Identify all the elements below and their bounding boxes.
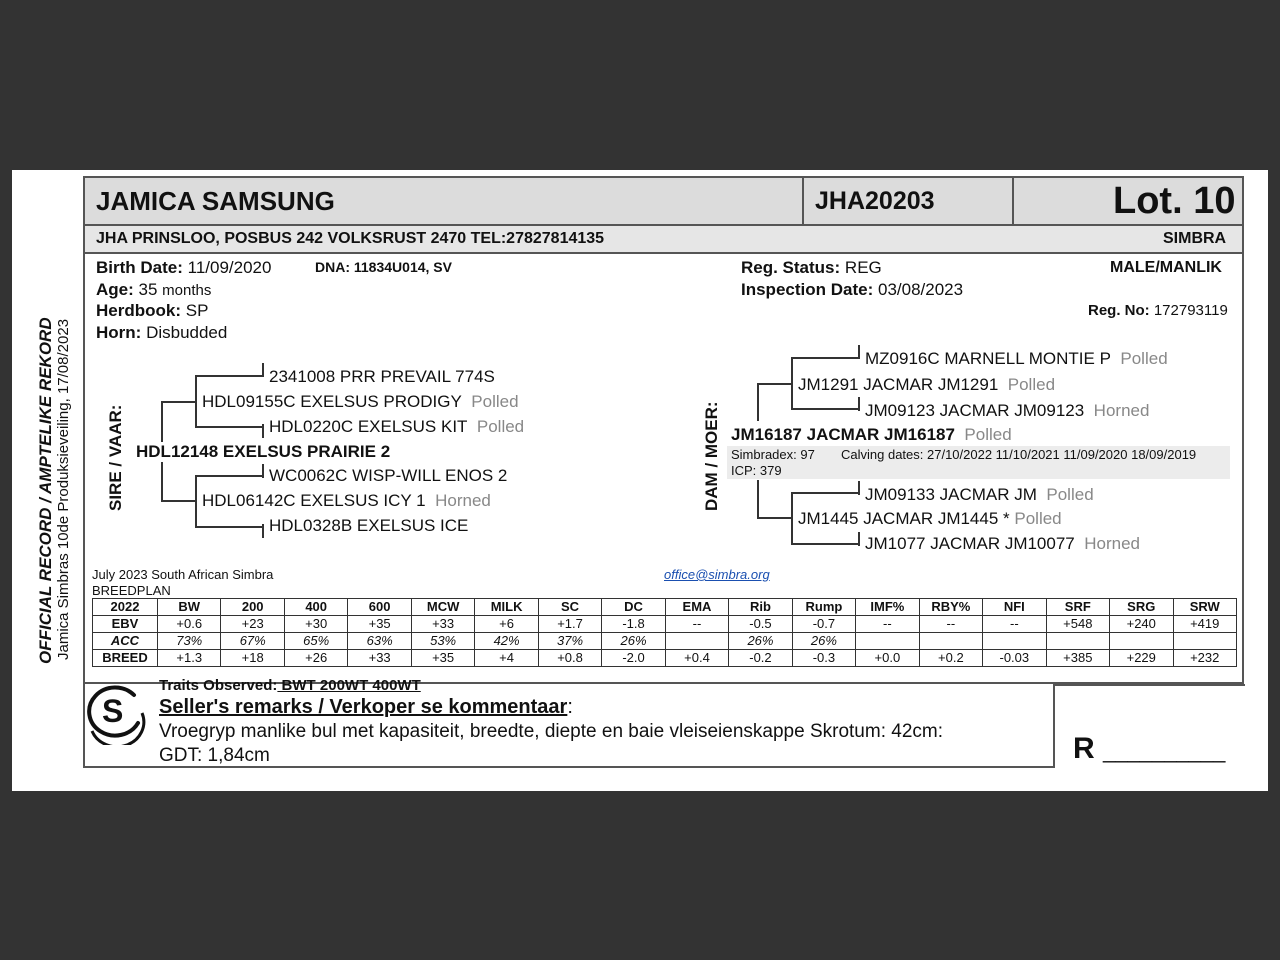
ebv-cell: 67% <box>221 633 284 650</box>
owner-info: JHA PRINSLOO, POSBUS 242 VOLKSRUST 2470 TEL:27827814135 <box>96 230 605 247</box>
inspection-date: Inspection Date: 03/08/2023 <box>741 280 964 299</box>
dam-label: DAM / MOER: <box>702 401 721 511</box>
ebv-cell <box>983 633 1046 650</box>
ebv-cell: +4 <box>475 650 538 667</box>
ebv-cell: DC <box>602 599 665 616</box>
ebv-cell: +23 <box>221 616 284 633</box>
ebv-cell: +385 <box>1046 650 1109 667</box>
ebv-header-row <box>93 599 1237 616</box>
ebv-cell: +35 <box>411 650 474 667</box>
official-record-label: OFFICIAL RECORD / AMPTELIKE REKORD <box>36 317 55 664</box>
ebv-row-label: EBV <box>93 616 158 633</box>
ebv-cell: 37% <box>538 633 601 650</box>
ebv-cell <box>665 633 728 650</box>
ebv-cell: +232 <box>1173 650 1237 667</box>
ebv-cell: Rib <box>729 599 792 616</box>
ebv-cell: 53% <box>411 633 474 650</box>
ebv-cell: +240 <box>1110 616 1173 633</box>
dam-granddam-dam: JM1077 JACMAR JM10077 Horned <box>865 534 1140 553</box>
ebv-row <box>93 616 1237 633</box>
ebv-cell: +33 <box>348 650 411 667</box>
breedplan-label: BREEDPLAN <box>92 583 171 598</box>
ebv-cell: MCW <box>411 599 474 616</box>
ebv-row-label: 2022 <box>93 599 158 616</box>
seller-remarks-heading: Seller's remarks / Verkoper se kommentaar: <box>159 696 573 718</box>
ebv-cell: Rump <box>792 599 855 616</box>
logo-letter: S <box>102 693 124 729</box>
ebv-cell <box>919 633 982 650</box>
ebv-cell: +0.0 <box>856 650 919 667</box>
ebv-cell: +18 <box>221 650 284 667</box>
ebv-cell: 26% <box>792 633 855 650</box>
ebv-cell: SC <box>538 599 601 616</box>
ebv-cell: +0.4 <box>665 650 728 667</box>
traits-observed: Traits Observed: BWT 200WT 400WT <box>159 677 421 694</box>
ebv-cell: BW <box>158 599 221 616</box>
ebv-cell: +6 <box>475 616 538 633</box>
ebv-cell: 600 <box>348 599 411 616</box>
sire-grandsire-dam: HDL0220C EXELSUS KIT Polled <box>269 417 525 436</box>
ebv-cell <box>856 633 919 650</box>
ebv-cell: -0.5 <box>729 616 792 633</box>
ebv-cell <box>1173 633 1237 650</box>
ebv-cell: -2.0 <box>602 650 665 667</box>
sire-grandsire: HDL09155C EXELSUS PRODIGY Polled <box>202 392 519 411</box>
ebv-cell: +30 <box>284 616 347 633</box>
dam-grandsire: JM1291 JACMAR JM1291 Polled <box>798 375 1056 394</box>
ebv-cell: SRG <box>1110 599 1173 616</box>
ebv-cell: +419 <box>1173 616 1237 633</box>
ebv-cell: EMA <box>665 599 728 616</box>
herdbook: Herdbook: SP <box>96 301 209 320</box>
breedplan-title: July 2023 South African Simbra <box>92 567 274 582</box>
sire-granddam-dam: HDL0328B EXELSUS ICE <box>269 516 469 535</box>
ebv-cell: -1.8 <box>602 616 665 633</box>
ebv-cell: -0.7 <box>792 616 855 633</box>
ebv-cell: 26% <box>729 633 792 650</box>
ebv-cell: IMF% <box>856 599 919 616</box>
sire-granddam-sire: WC0062C WISP-WILL ENOS 2 <box>269 466 508 485</box>
ebv-row-label: BREED <box>93 650 158 667</box>
ebv-cell: -0.03 <box>983 650 1046 667</box>
dam-grandsire-sire: MZ0916C MARNELL MONTIE P Polled <box>865 349 1168 368</box>
age: Age: 35 months <box>96 280 212 299</box>
dam-granddam: JM1445 JACMAR JM1445 * Polled <box>798 509 1062 528</box>
icp: ICP: 379 <box>731 463 782 478</box>
ebv-cell: RBY% <box>919 599 982 616</box>
ebv-cell: +26 <box>284 650 347 667</box>
ebv-cell: -- <box>665 616 728 633</box>
ebv-cell: SRF <box>1046 599 1109 616</box>
dam-name: JM16187 JACMAR JM16187 Polled <box>731 425 1012 444</box>
price-field[interactable]: R __________ <box>1073 732 1226 765</box>
animal-name: JAMICA SAMSUNG <box>96 186 335 216</box>
ebv-cell: 73% <box>158 633 221 650</box>
email-link[interactable]: office@simbra.org <box>664 567 770 582</box>
remarks-line-1: Vroegryp manlike bul met kapasiteit, breedte, diepte en baie vleiseienskappe Skrotum: 42cm: <box>159 721 944 742</box>
ebv-row-label: ACC <box>93 633 158 650</box>
breed-name: SIMBRA <box>1163 230 1227 247</box>
ebv-cell: -0.3 <box>792 650 855 667</box>
remarks-line-2: GDT: 1,84cm <box>159 745 270 766</box>
birth-date: Birth Date: 11/09/2020 <box>96 258 272 277</box>
ebv-cell: +548 <box>1046 616 1109 633</box>
ebv-cell: 63% <box>348 633 411 650</box>
ebv-cell: +35 <box>348 616 411 633</box>
sire-grandsire-sire: 2341008 PRR PREVAIL 774S <box>269 367 495 386</box>
ebv-cell <box>1110 633 1173 650</box>
animal-code: JHA20203 <box>815 187 935 215</box>
ebv-cell: +1.3 <box>158 650 221 667</box>
dam-granddam-sire: JM09133 JACMAR JM Polled <box>865 485 1094 504</box>
calving-dates: Calving dates: 27/10/2022 11/10/2021 11/09/2020 18/09/2019 <box>841 447 1197 462</box>
ebv-cell: +0.2 <box>919 650 982 667</box>
dna-info: DNA: 11834U014, SV <box>315 259 452 275</box>
ebv-cell: 200 <box>221 599 284 616</box>
simbra-logo <box>84 683 146 745</box>
ebv-cell: -- <box>856 616 919 633</box>
ebv-cell: 42% <box>475 633 538 650</box>
ebv-cell: -- <box>919 616 982 633</box>
ebv-cell: NFI <box>983 599 1046 616</box>
simbradex: Simbradex: 97 <box>731 447 815 462</box>
ebv-cell: +0.8 <box>538 650 601 667</box>
lot-number: Lot. 10 <box>1113 180 1236 222</box>
sire-granddam: HDL06142C EXELSUS ICY 1 Horned <box>202 491 491 510</box>
event-label: Jamica Simbras 10de Produksieveiling, 17/08/2023 <box>55 318 72 660</box>
ebv-cell: MILK <box>475 599 538 616</box>
ebv-cell: -0.2 <box>729 650 792 667</box>
acc-row <box>93 633 1237 650</box>
ebv-cell: +33 <box>411 616 474 633</box>
ebv-cell <box>1046 633 1109 650</box>
dam-grandsire-dam: JM09123 JACMAR JM09123 Horned <box>865 401 1150 420</box>
ebv-cell: +229 <box>1110 650 1173 667</box>
ebv-cell: 26% <box>602 633 665 650</box>
ebv-cell: +0.6 <box>158 616 221 633</box>
horn-status: Horn: Disbudded <box>96 323 228 342</box>
ebv-cell: 400 <box>284 599 347 616</box>
ebv-cell: +1.7 <box>538 616 601 633</box>
ebv-cell: 65% <box>284 633 347 650</box>
sire-label: SIRE / VAAR: <box>106 404 125 511</box>
sire-name: HDL12148 EXELSUS PRAIRIE 2 <box>136 442 391 461</box>
sex-label: MALE/MANLIK <box>1110 259 1222 276</box>
ebv-table <box>92 598 1237 667</box>
reg-status: Reg. Status: REG <box>741 258 882 277</box>
reg-no: Reg. No: 172793119 <box>1088 302 1228 319</box>
breed-row <box>93 650 1237 667</box>
ebv-cell: -- <box>983 616 1046 633</box>
ebv-cell: SRW <box>1173 599 1237 616</box>
